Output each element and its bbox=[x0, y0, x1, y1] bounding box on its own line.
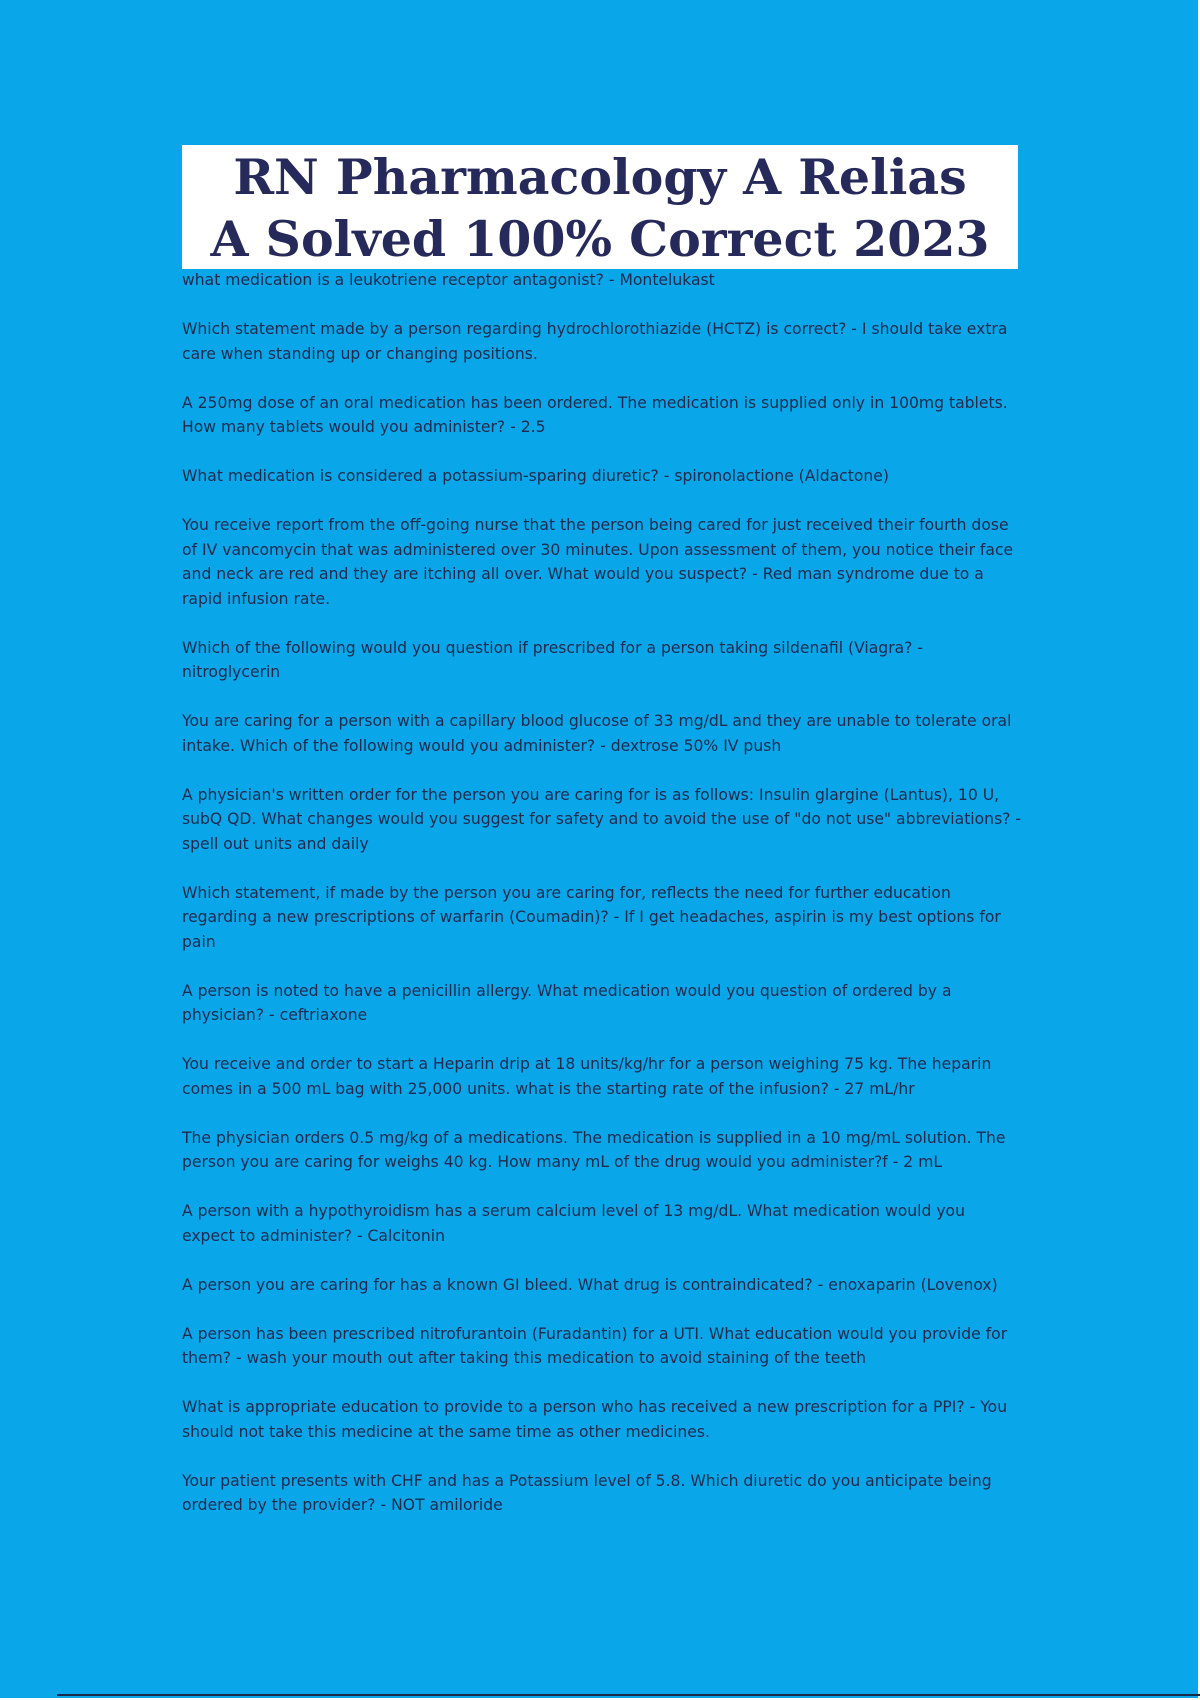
qa-item: What is appropriate education to provide to a person who has received a new prescription for a PPI? - You should not take this medicine at the same time as other medicines. bbox=[182, 1398, 1008, 1441]
title-box bbox=[182, 145, 1018, 269]
question-answer-list bbox=[182, 268, 1022, 1542]
qa-item: Which statement, if made by the person you are caring for, reflects the need for further education regarding a new prescriptions of warfarin (Coumadin)? - If I get headaches, aspirin is my best options for pain bbox=[182, 883, 1001, 951]
qa-item: what medication is a leukotriene receptor antagonist? - Montelukast bbox=[182, 271, 715, 289]
qa-item: A physician's written order for the person you are caring for is as follows: Insulin glargine (Lantus), 10 U, subQ QD. What changes would you suggest for safety and to avoid the use of "do not use" abbreviations? - spell out units and daily bbox=[182, 785, 1022, 853]
qa-item: Which of the following would you question if prescribed for a person taking sildenafil (Viagra? - nitroglycerin bbox=[182, 638, 924, 681]
document-title-line-2: A Solved 100% Correct 2023 bbox=[210, 210, 990, 268]
footer-divider bbox=[57, 1694, 1200, 1696]
document-title-line-1: RN Pharmacology A Relias bbox=[233, 148, 967, 206]
qa-item: A 250mg dose of an oral medication has been ordered. The medication is supplied only in 100mg tablets. How many tablets would you administer? - 2.5 bbox=[182, 393, 1008, 436]
qa-item: What medication is considered a potassium-sparing diuretic? - spironolactione (Aldactone) bbox=[182, 467, 889, 485]
qa-item: Which statement made by a person regarding hydrochlorothiazide (HCTZ) is correct? - I should take extra care when standing up or changing positions. bbox=[182, 320, 1008, 363]
qa-item: A person with a hypothyroidism has a serum calcium level of 13 mg/dL. What medication would you expect to administer? - Calcitonin bbox=[182, 1202, 965, 1245]
qa-item: A person has been prescribed nitrofurantoin (Furadantin) for a UTI. What education would you provide for them? - wash your mouth out after taking this medication to avoid staining of the teeth bbox=[182, 1324, 1008, 1367]
qa-item: You receive and order to start a Heparin drip at 18 units/kg/hr for a person weighing 75 kg. The heparin comes in a 500 mL bag with 25,000 units. what is the starting rate of the infusion? - 27 mL/hr bbox=[182, 1055, 992, 1098]
qa-item: The physician orders 0.5 mg/kg of a medications. The medication is supplied in a 10 mg/mL solution. The person you are caring for weighs 40 kg. How many mL of the drug would you administer?f - 2 mL bbox=[182, 1128, 1006, 1171]
qa-item: You are caring for a person with a capillary blood glucose of 33 mg/dL and they are unable to tolerate oral intake. Which of the following would you administer? - dextrose 50% IV push bbox=[182, 712, 1012, 755]
qa-item: A person you are caring for has a known GI bleed. What drug is contraindicated? - enoxaparin (Lovenox) bbox=[182, 1275, 998, 1294]
qa-item: You receive report from the off-going nurse that the person being cared for just received their fourth dose of IV vancomycin that was administered over 30 minutes. Upon assessment of them, you notice their face and neck are red and they are itching all over. What would you suspect? - Red man syndrome due to a rapid infusion rate. bbox=[182, 516, 1014, 608]
qa-item: A person is noted to have a penicillin allergy. What medication would you question of ordered by a physician? - ceftriaxone bbox=[182, 981, 952, 1024]
qa-item: Your patient presents with CHF and has a Potassium level of 5.8. Which diuretic do you anticipate being ordered by the provider? - NOT amiloride bbox=[182, 1471, 992, 1514]
